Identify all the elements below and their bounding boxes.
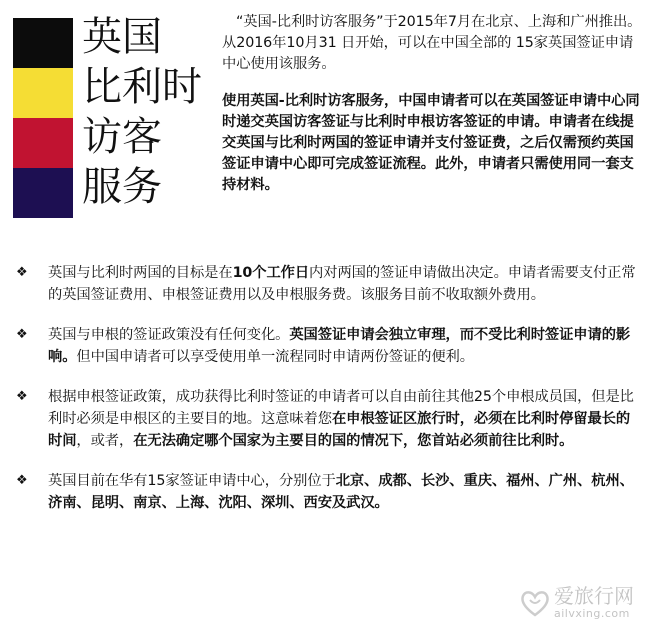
bullet-list bbox=[14, 262, 644, 532]
list-item bbox=[14, 386, 644, 452]
bullet-text: 内对两国的签证申请做出决定。申请者需要支付正常的英国签证费用、申根签证费用以及申根服务费。该服务目前不收取额外费用。 bbox=[48, 265, 636, 303]
flag-stripe-yellow bbox=[13, 68, 73, 118]
diamond-bullet-icon: ❖ bbox=[16, 327, 28, 342]
flag-stripe-red bbox=[13, 118, 73, 168]
flag-stripe-navy bbox=[13, 168, 73, 218]
list-item bbox=[14, 324, 644, 368]
list-item bbox=[14, 262, 644, 306]
intro-section bbox=[222, 12, 642, 196]
belgium-flag-graphic bbox=[13, 18, 73, 218]
bullet-text-bold: 10个工作日 bbox=[232, 265, 310, 281]
bullet-text: 英国目前在华有15家签证申请中心，分别位于 bbox=[48, 473, 336, 489]
title-line: 服务 bbox=[82, 164, 162, 210]
bullet-text: 英国与比利时两国的目标是在 bbox=[48, 265, 233, 281]
bullet-text-bold: 英国签证申请会独立审理，而不受比利时签证申请的影响。 bbox=[48, 327, 631, 365]
bullet-text: 英国与申根的签证政策没有任何变化。 bbox=[48, 327, 290, 343]
title-line: 英国 bbox=[82, 14, 162, 60]
bullet-text: 但中国申请者可以享受使用单一流程同时申请两份签证的便利。 bbox=[76, 349, 474, 365]
bullet-text-bold: 在无法确定哪个国家为主要目的国的情况下，您首站必须前往比利时。 bbox=[133, 433, 574, 449]
intro-paragraph-bold: 使用英国-比利时访客服务，中国申请者可以在英国签证申请中心同时递交英国访客签证与比利时申根访客签证的申请。申请者在线提交英国与比利时两国的签证申请并支付签证费，之后仅需预约英国签证申请中心即可完成签证流程。此外，申请者只需使用同一套支持材料。 bbox=[222, 93, 640, 193]
bullet-text: 根据申根签证政策，成功获得比利时签证的申请者可以自由前往其他25个申根成员国，但是比利时必须是申根区的主要目的地。这意味着您 bbox=[48, 389, 634, 427]
watermark-brand: 爱旅行网 bbox=[554, 584, 634, 608]
title-line: 访客 bbox=[82, 114, 162, 160]
diamond-bullet-icon: ❖ bbox=[16, 473, 28, 488]
title-line: 比利时 bbox=[82, 64, 202, 110]
diamond-bullet-icon: ❖ bbox=[16, 389, 28, 404]
bullet-text-bold: 北京、成都、长沙、重庆、福州、广州、杭州、济南、昆明、南京、上海、沈阳、深圳、西安及武汉。 bbox=[48, 473, 634, 511]
intro-paragraph: “英国-比利时访客服务”于2015年7月在北京、上海和广州推出。从2016年10月31 日开始，可以在中国全部的 15家英国签证申请中心使用该服务。 bbox=[222, 14, 642, 72]
page-title bbox=[82, 12, 202, 212]
watermark-domain: ailvxing.com bbox=[554, 607, 630, 620]
list-item bbox=[14, 470, 644, 514]
bullet-text: ，或者， bbox=[76, 433, 134, 449]
watermark bbox=[520, 585, 634, 620]
heart-logo-icon bbox=[520, 589, 550, 617]
bullet-text-bold: 在申根签证区旅行时，必须在比利时停留最长的时间 bbox=[48, 411, 631, 449]
flag-stripe-black bbox=[13, 18, 73, 68]
diamond-bullet-icon: ❖ bbox=[16, 265, 28, 280]
